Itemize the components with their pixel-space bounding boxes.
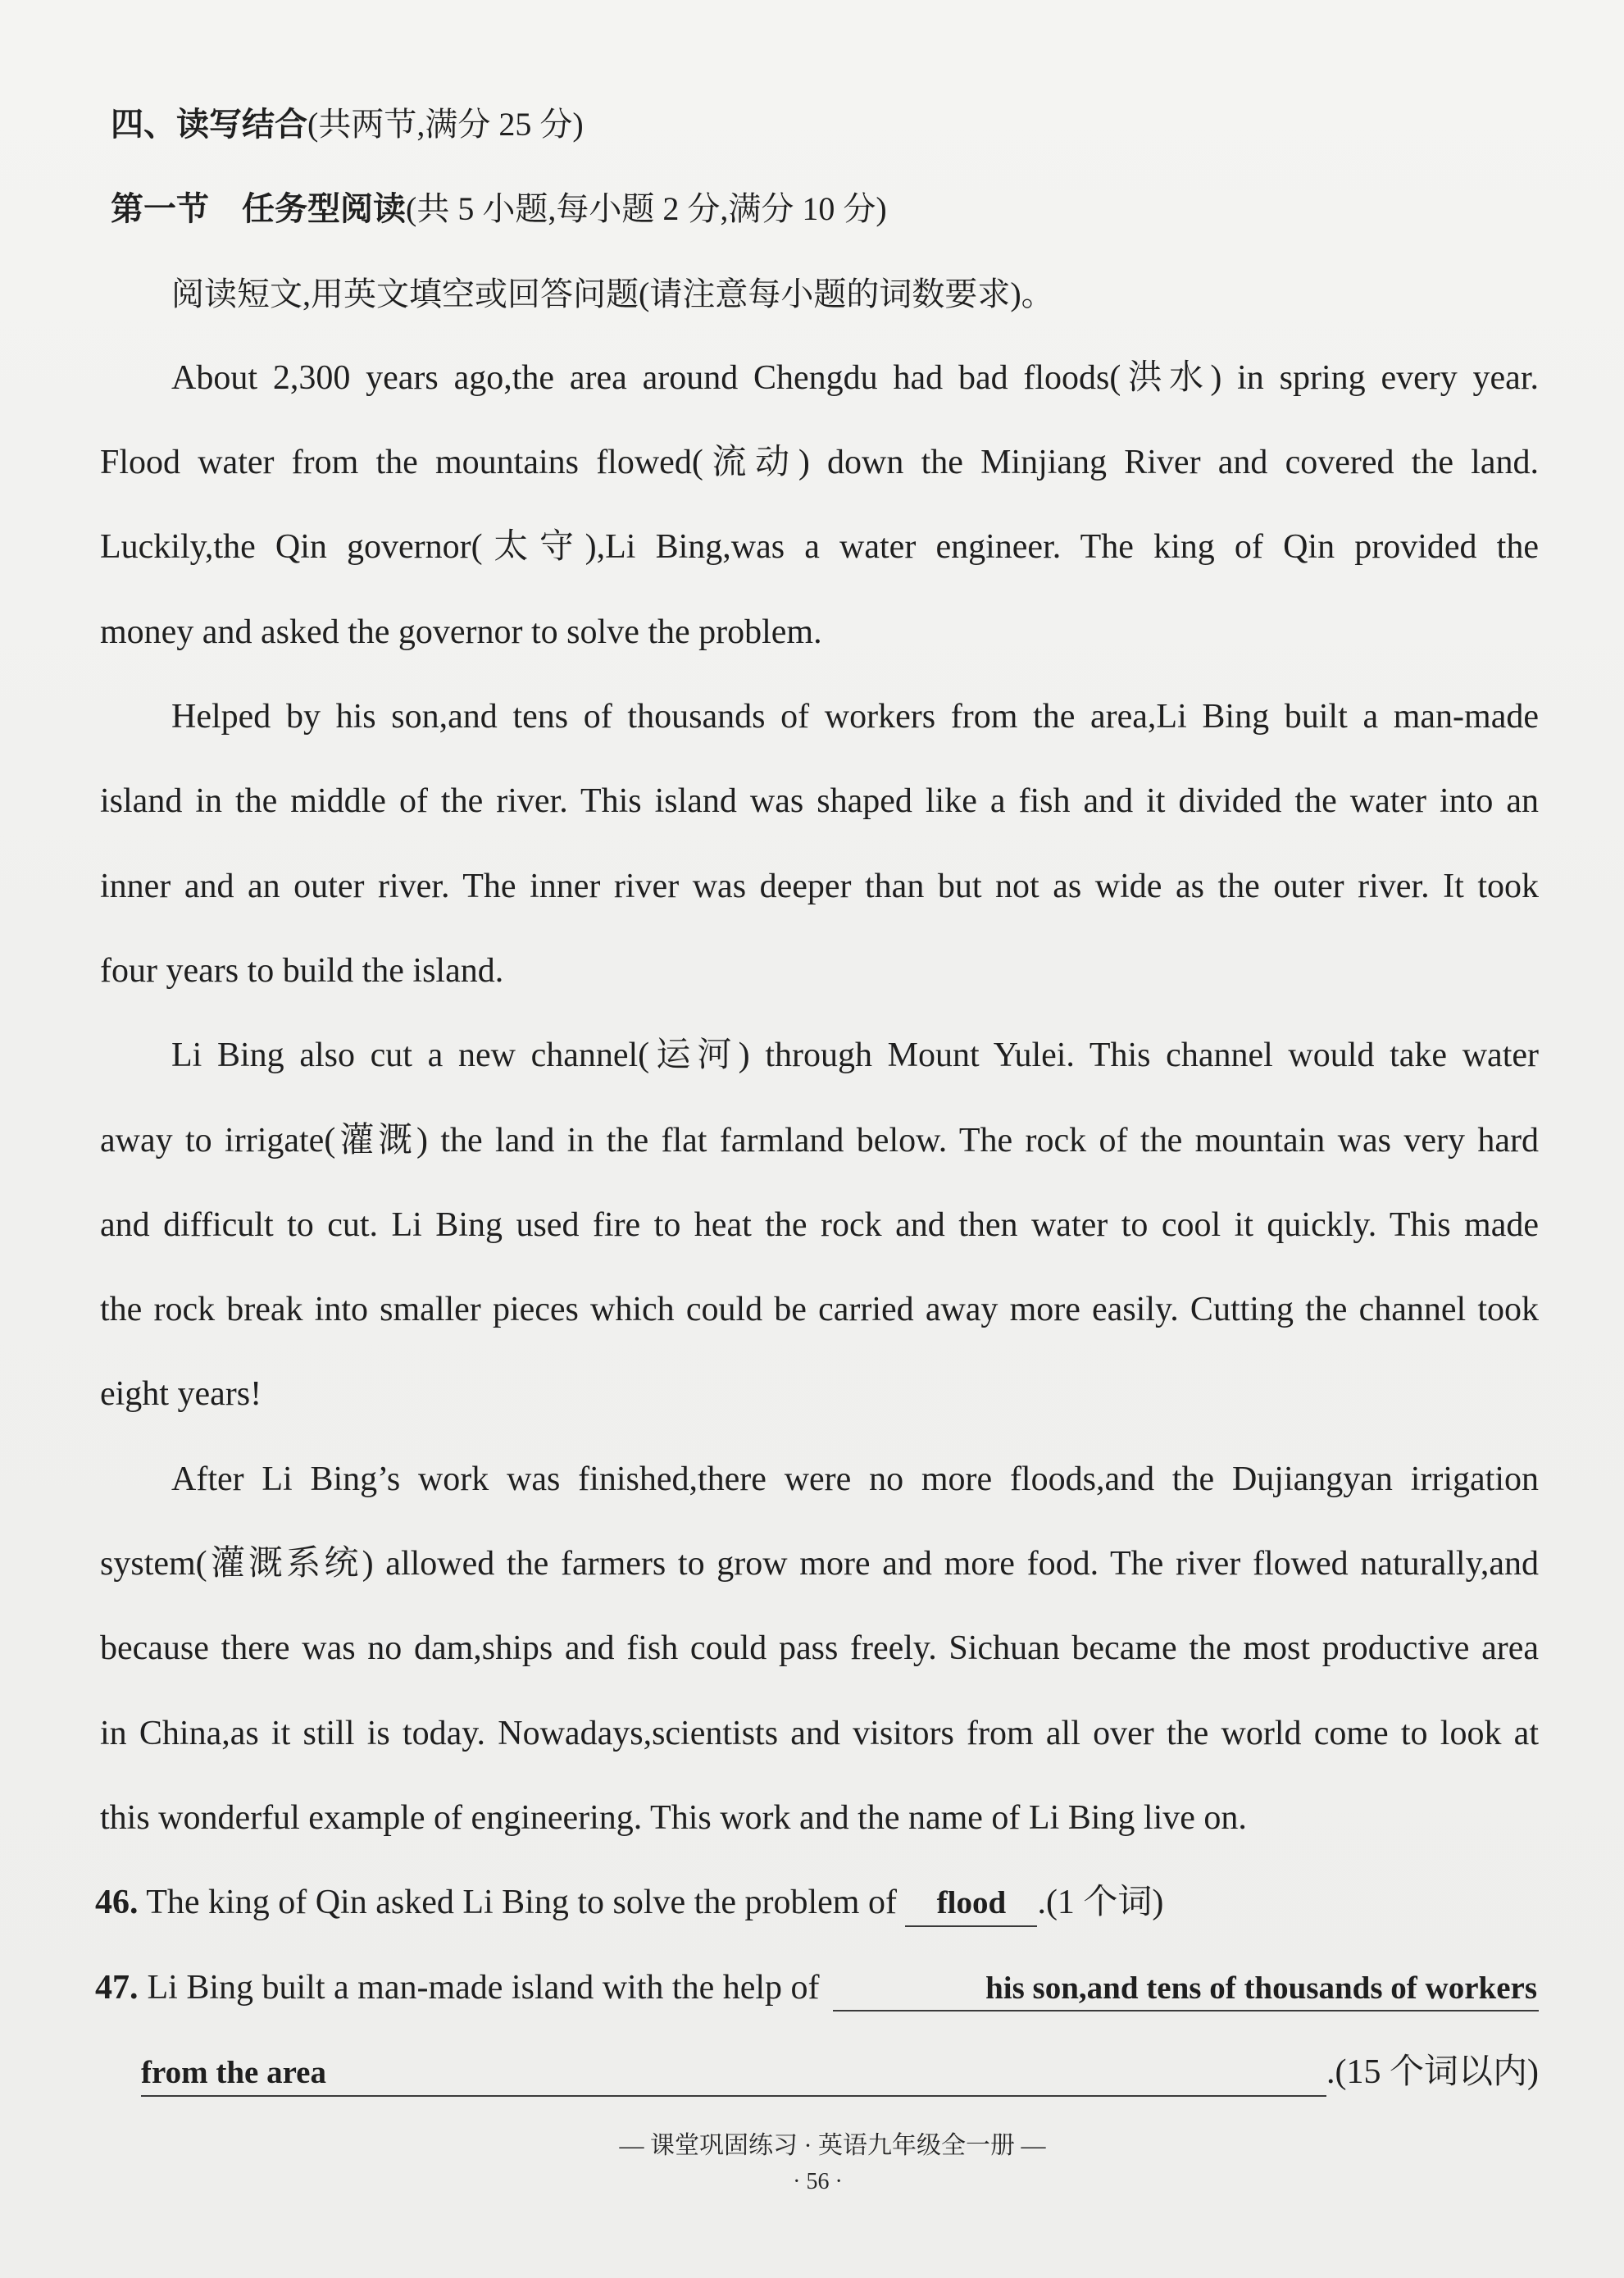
part-note: (共 5 小题,每小题 2 分,满分 10 分) [406,190,887,228]
page-content [95,82,1539,2115]
passage-line: four years to build the island. [100,951,504,990]
answer-text: his son,and tens of thousands of workers [985,1970,1537,2006]
paragraph [100,336,1539,675]
passage-line: and difficult to cut. Li Bing used fire to heat the rock and then water to cool it quickly. This made [100,1205,1539,1244]
reading-passage [100,336,1539,1861]
instructions: 阅读短文,用英文填空或回答问题(请注意每小题的词数要求)。 [171,275,1054,312]
section-heading [100,82,1539,166]
answer-blank-47[interactable] [833,1969,1539,2012]
question-47-continued [95,2030,1539,2115]
section-note: (共两节,满分 25 分) [307,106,584,143]
passage-line: After Li Bing’s work was finished,there were no more floods,and the Dujiangyan irrigation [171,1460,1539,1498]
passage-line: the rock break into smaller pieces which could be carried away more easily. Cutting the channel took [100,1291,1539,1329]
answer-text: flood [936,1885,1007,1921]
paragraph [100,1014,1539,1437]
answer-blank-46[interactable] [905,1884,1037,1927]
paragraph [100,675,1539,1014]
part-label: 第一节 [111,190,209,229]
question-tail: .(15 个词以内) [1326,2052,1539,2091]
question-47 [95,1946,1539,2030]
question-number: 46. [95,1884,139,1922]
question-46 [95,1861,1539,1945]
passage-line: Luckily,the Qin governor(太守),Li Bing,was a water engineer. The king of Qin provided the [100,528,1539,567]
part-title: 任务型阅读 [242,190,406,229]
passage-line: Helped by his son,and tens of thousands of workers from the area,Li Bing built a man-made [171,698,1539,736]
question-tail: .(1 个词) [1037,1884,1164,1922]
answer-text: from the area [141,2054,326,2090]
passage-line: inner and an outer river. The inner river was deeper than but not as wide as the outer river. It took [100,867,1539,905]
passage-line: eight years! [100,1375,262,1414]
passage-line: because there was no dam,ships and fish could pass freely. Sichuan became the most productive area [100,1629,1539,1668]
passage-line: in China,as it still is today. Nowadays,scientists and visitors from all over the world come to look at [100,1714,1539,1752]
paragraph [100,1437,1539,1861]
question-stem: Li Bing built a man-made island with the help of [147,1968,820,2007]
passage-line: Flood water from the mountains flowed(流动) down the Minjiang River and covered the land. [100,444,1539,482]
section-title: 四、读写结合 [111,106,307,144]
passage-line: system(灌溉系统) allowed the farmers to grow more and more food. The river flowed naturally,and [100,1545,1539,1583]
page-number: · 56 · [793,2169,843,2194]
passage-line: this wonderful example of engineering. This work and the name of Li Bing live on. [100,1798,1247,1837]
passage-line: money and asked the governor to solve the problem. [100,613,822,651]
part-heading [100,166,1539,251]
question-stem: The king of Qin asked Li Bing to solve the problem of [146,1884,897,1922]
passage-line: Li Bing also cut a new channel(运河) through Mount Yulei. This channel would take water [171,1036,1539,1075]
book-title-footer: — 课堂巩固练习 · 英语九年级全一册 — [619,2132,1046,2159]
passage-line: away to irrigate(灌溉) the land in the flat farmland below. The rock of the mountain was very hard [100,1121,1539,1160]
passage-line: About 2,300 years ago,the area around Chengdu had bad floods(洪水) in spring every year. [171,358,1539,397]
question-number: 47. [95,1968,139,2007]
answer-blank-47-continued[interactable] [141,2053,1326,2097]
passage-line: island in the middle of the river. This island was shaped like a fish and it divided the water into an [100,782,1539,821]
